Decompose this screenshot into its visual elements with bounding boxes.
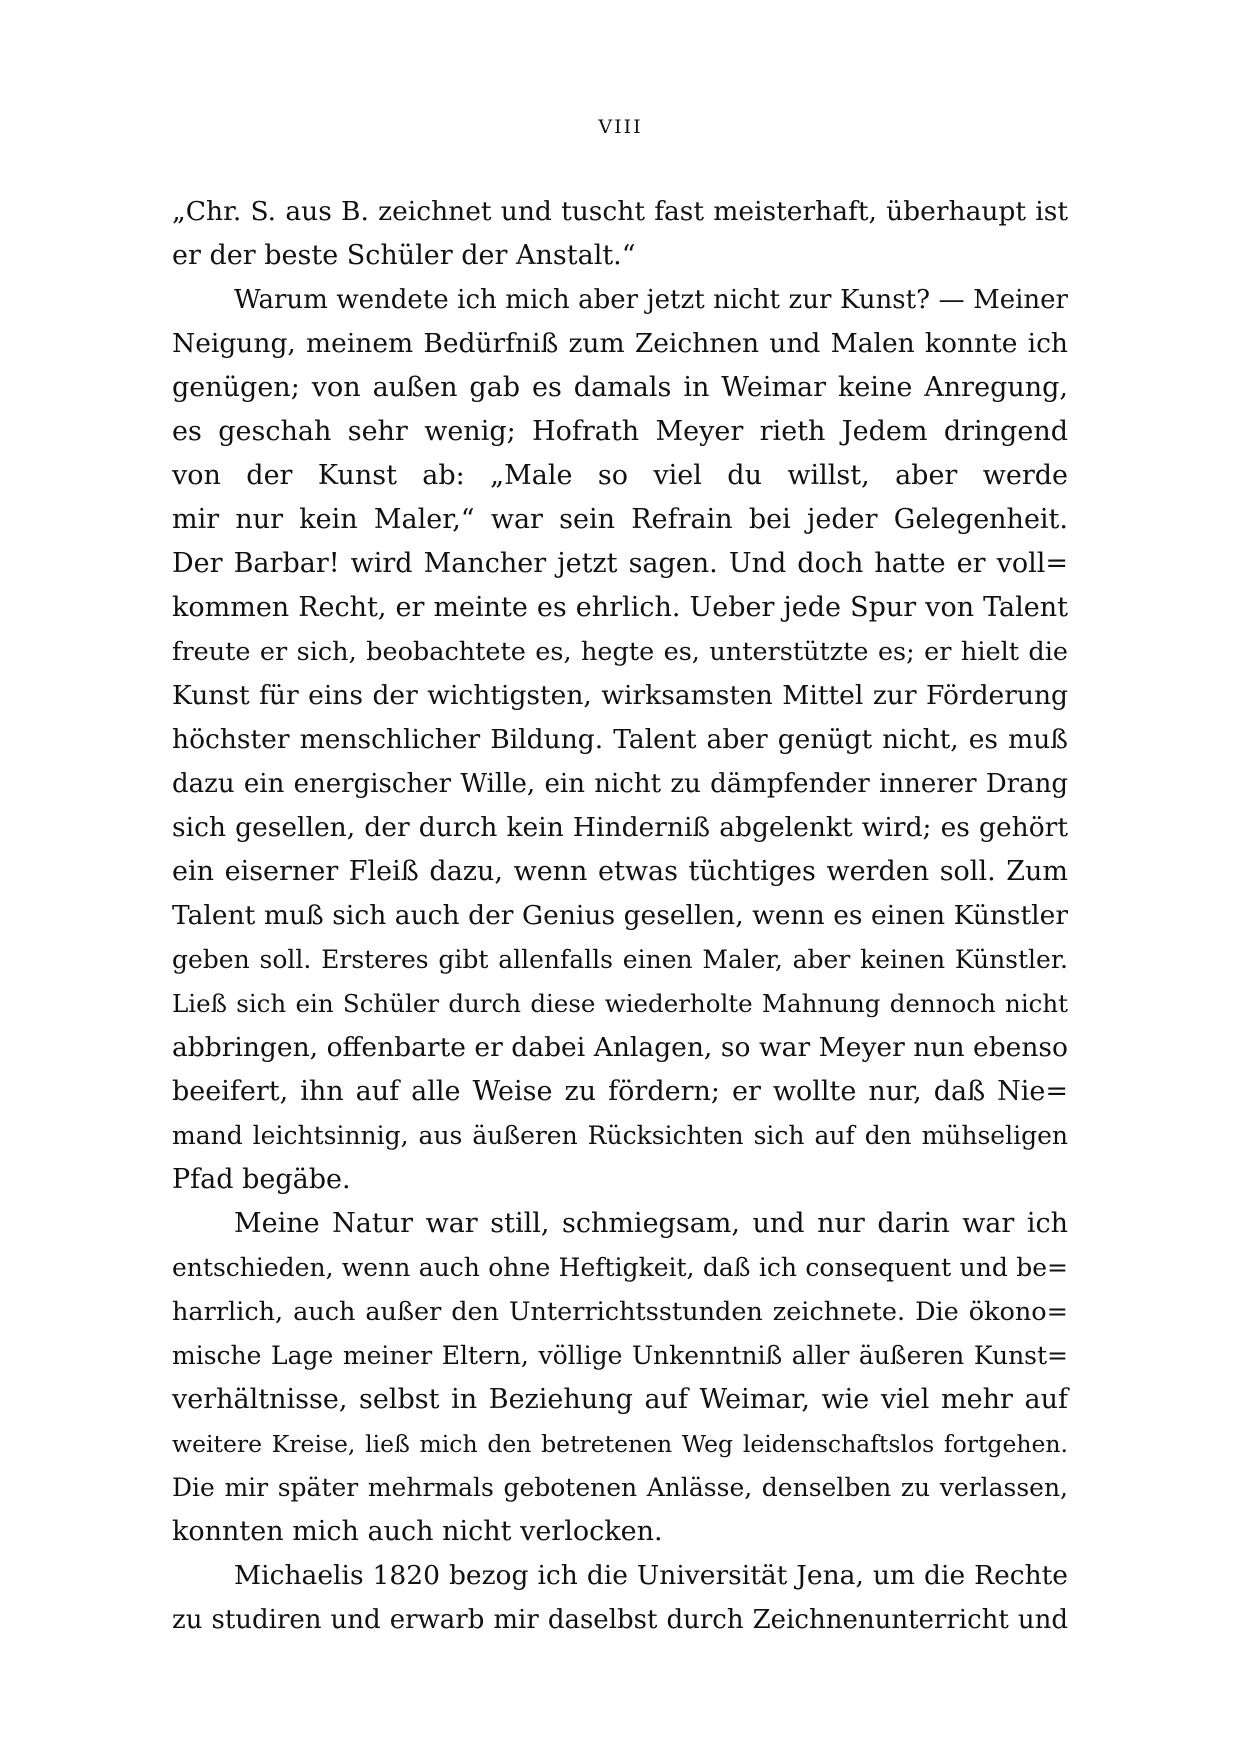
body-text [172,190,1068,1642]
text-line: harrlich, auch außer den Unterrichtsstunden zeichnete. Die ökono= [172,1297,1068,1327]
text-line: kommen Recht, er meinte es ehrlich. Ueber jede Spur von Talent [172,592,1068,623]
text-line: mische Lage meiner Eltern, völlige Unkenntniß aller äußeren Kunst= [172,1341,1068,1370]
text-line: Der Barbar! wird Mancher jetzt sagen. Und doch hatte er voll= [172,548,1068,579]
text-line: entschieden, wenn auch ohne Heftigkeit, daß ich consequent und be= [172,1253,1068,1282]
text-line: konnten mich auch nicht verlocken. [172,1516,663,1547]
text-line: mand leichtsinnig, aus äußeren Rücksichten sich auf den mühseligen [172,1121,1068,1150]
text-line: weitere Kreise, ließ mich den betretenen Weg leidenschaftslos fortgehen. [172,1430,1068,1458]
text-line: mir nur kein Maler,“ war sein Refrain bei jeder Gelegenheit. [172,504,1068,535]
text-line: Meine Natur war still, schmiegsam, und nur darin war ich [234,1208,1068,1239]
text-line: Michaelis 1820 bezog ich die Universität Jena, um die Rechte [234,1560,1068,1591]
text-line: er der beste Schüler der Anstalt.“ [172,240,636,271]
text-line: Ließ sich ein Schüler durch diese wiederholte Mahnung dennoch nicht [172,989,1068,1018]
text-line: Talent muß sich auch der Genius gesellen, wenn es einen Künstler [172,900,1068,931]
text-line: von der Kunst ab: „Male so viel du willst, aber werde [172,460,1068,491]
text-line: Die mir später mehrmals gebotenen Anlässe, denselben zu verlassen, [172,1473,1068,1502]
text-line: zu studiren und erwarb mir daselbst durch Zeichnenunterricht und [172,1605,1068,1635]
text-line: freute er sich, beobachtete es, hegte es, unterstützte es; er hielt die [172,637,1068,667]
text-line: Warum wendete ich mich aber jetzt nicht zur Kunst? — Meiner [234,285,1068,315]
text-line: beeifert, ihn auf alle Weise zu fördern; er wollte nur, daß Nie= [172,1076,1068,1107]
text-line: es geschah sehr wenig; Hofrath Meyer rieth Jedem dringend [172,416,1068,447]
text-line: sich gesellen, der durch kein Hinderniß abgelenkt wird; es gehört [172,812,1068,843]
text-line: „Chr. S. aus B. zeichnet und tuscht fast meisterhaft, überhaupt ist [172,196,1068,227]
text-line: Kunst für eins der wichtigsten, wirksamsten Mittel zur Förderung [172,680,1068,711]
text-line: ein eiserner Fleiß dazu, wenn etwas tüchtiges werden soll. Zum [172,856,1068,887]
text-line: verhältnisse, selbst in Beziehung auf Weimar, wie viel mehr auf [172,1384,1068,1415]
text-line: abbringen, offenbarte er dabei Anlagen, so war Meyer nun ebenso [172,1032,1068,1063]
text-line: dazu ein energischer Wille, ein nicht zu dämpfender innerer Drang [172,769,1068,799]
page-number: VIII [598,116,643,138]
text-line: höchster menschlicher Bildung. Talent aber genügt nicht, es muß [172,724,1068,755]
text-line: geben soll. Ersteres gibt allenfalls einen Maler, aber keinen Künstler. [172,945,1068,974]
text-line: Pfad begäbe. [172,1164,351,1195]
text-line: Neigung, meinem Bedürfniß zum Zeichnen und Malen konnte ich [172,328,1068,359]
text-line: genügen; von außen gab es damals in Weimar keine Anregung, [172,372,1068,403]
